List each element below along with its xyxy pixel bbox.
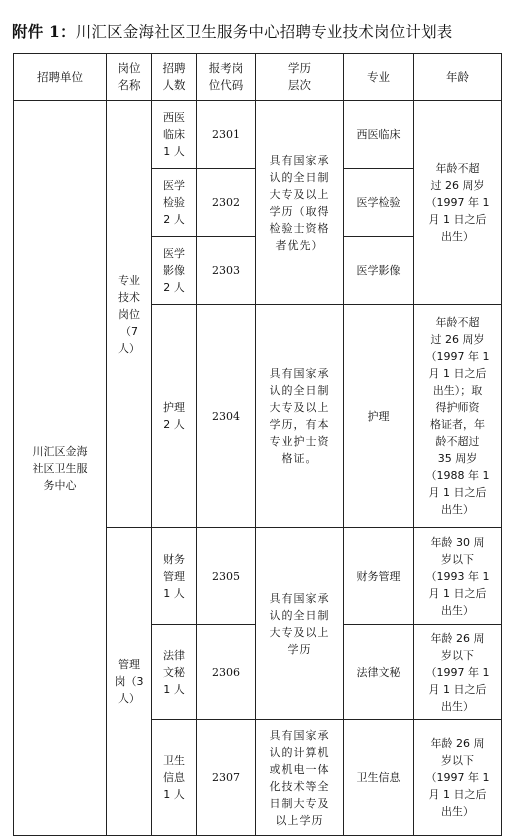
header-position: 岗位 名称	[107, 54, 152, 101]
header-row	[14, 54, 502, 101]
education-cell: 具有国家承 认的全日制 大专及以上 学历，有本 专业护士资 格证。	[256, 305, 344, 528]
education-cell: 具有国家承 认的全日制 大专及以上 学历	[256, 528, 344, 720]
header-unit: 招聘单位	[14, 54, 107, 101]
header-education: 学历 层次	[256, 54, 344, 101]
code-cell: 2306	[197, 625, 256, 720]
major-cell: 卫生信息	[344, 720, 414, 836]
count-cell: 财务 管理 1 人	[152, 528, 197, 625]
attachment-label: 附件 1：	[12, 22, 76, 41]
major-cell: 医学检验	[344, 169, 414, 237]
count-cell: 医学 影像 2 人	[152, 237, 197, 305]
code-cell: 2302	[197, 169, 256, 237]
header-major: 专业	[344, 54, 414, 101]
age-cell: 年龄 30 周 岁以下 （1993 年 1 月 1 日之后 出生）	[414, 528, 502, 625]
count-cell: 护理 2 人	[152, 305, 197, 528]
count-cell: 医学 检验 2 人	[152, 169, 197, 237]
page-title	[12, 20, 507, 50]
age-cell: 年龄不超 过 26 周岁 （1997 年 1 月 1 日之后 出生）；取 得护师资 格证者，年 龄不超过 35 周岁 （1988 年 1 月 1 日之后 出生）	[414, 305, 502, 528]
count-cell: 卫生 信息 1 人	[152, 720, 197, 836]
code-cell: 2307	[197, 720, 256, 836]
major-cell: 西医临床	[344, 101, 414, 169]
major-cell: 法律文秘	[344, 625, 414, 720]
table-row	[14, 101, 502, 169]
group-mgmt-cell: 管理 岗（3 人）	[107, 528, 152, 836]
title-text: 川汇区金海社区卫生服务中心招聘专业技术岗位计划表	[75, 23, 453, 41]
age-cell: 年龄不超 过 26 周岁 （1997 年 1 月 1 日之后 出生）	[414, 101, 502, 305]
count-cell: 西医 临床 1 人	[152, 101, 197, 169]
header-count: 招聘 人数	[152, 54, 197, 101]
recruiting-unit-cell: 川汇区金海 社区卫生服 务中心	[14, 101, 107, 836]
code-cell: 2301	[197, 101, 256, 169]
code-cell: 2305	[197, 528, 256, 625]
major-cell: 护理	[344, 305, 414, 528]
count-cell: 法律 文秘 1 人	[152, 625, 197, 720]
code-cell: 2303	[197, 237, 256, 305]
education-cell: 具有国家承 认的全日制 大专及以上 学历（取得 检验士资格 者优先）	[256, 101, 344, 305]
major-cell: 医学影像	[344, 237, 414, 305]
major-cell: 财务管理	[344, 528, 414, 625]
header-age: 年龄	[414, 54, 502, 101]
education-cell: 具有国家承 认的计算机 或机电一体 化技术等全 日制大专及 以上学历	[256, 720, 344, 836]
age-cell: 年龄 26 周 岁以下 （1997 年 1 月 1 日之后 出生）	[414, 720, 502, 836]
age-cell: 年龄 26 周 岁以下 （1997 年 1 月 1 日之后 出生）	[414, 625, 502, 720]
group-tech-cell: 专业 技术 岗位 （7 人）	[107, 101, 152, 528]
code-cell: 2304	[197, 305, 256, 528]
recruitment-plan-table	[13, 53, 502, 836]
header-code: 报考岗 位代码	[197, 54, 256, 101]
